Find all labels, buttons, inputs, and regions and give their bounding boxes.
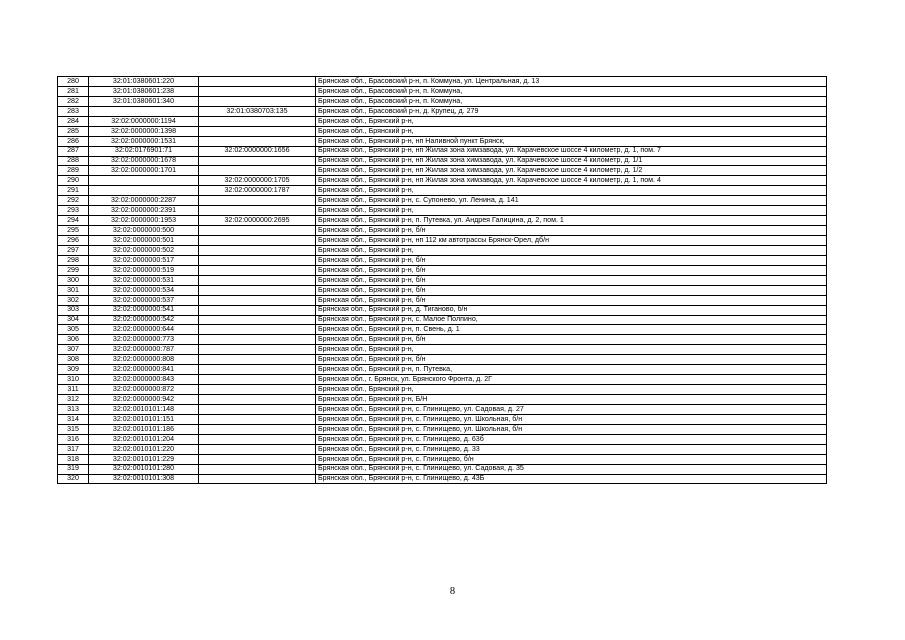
cadastral-number-cell: 32:01:0380601:220 — [89, 77, 199, 87]
table-row — [58, 414, 827, 424]
linked-cadastral-number-cell — [199, 196, 316, 206]
linked-cadastral-number-cell — [199, 255, 316, 265]
cadastral-number-cell: 32:02:0000000:2391 — [89, 206, 199, 216]
linked-cadastral-number-cell — [199, 136, 316, 146]
linked-cadastral-number-cell — [199, 325, 316, 335]
cadastral-number-cell: 32:02:0000000:534 — [89, 285, 199, 295]
address-cell: Брянская обл., Брянский р-н, б/н — [316, 265, 827, 275]
table-row — [58, 355, 827, 365]
table-row — [58, 106, 827, 116]
page-number: 8 — [449, 586, 456, 597]
table-row — [58, 196, 827, 206]
cadastral-number-cell: 32:02:0000000:1194 — [89, 116, 199, 126]
cadastral-number-cell: 32:01:0380601:238 — [89, 86, 199, 96]
row-number-cell: 309 — [58, 365, 89, 375]
linked-cadastral-number-cell — [199, 424, 316, 434]
cadastral-number-cell: 32:02:0010101:151 — [89, 414, 199, 424]
address-cell: Брянская обл., Брянский р-н, с. Супонево, ул. Ленина, д. 141 — [316, 196, 827, 206]
cadastral-number-cell: 32:02:0000000:872 — [89, 385, 199, 395]
address-cell: Брянская обл., Брянский р-н, с. Глинищево, ул. Школьная, б/н — [316, 414, 827, 424]
address-cell: Брянская обл., Брянский р-н, нп Наливной пункт Брянск, — [316, 136, 827, 146]
cadastral-number-cell: 32:02:0176901:71 — [89, 146, 199, 156]
row-number-cell: 286 — [58, 136, 89, 146]
linked-cadastral-number-cell — [199, 245, 316, 255]
table-row — [58, 385, 827, 395]
cadastral-number-cell: 32:02:0010101:220 — [89, 444, 199, 454]
table-row — [58, 315, 827, 325]
cadastral-number-cell: 32:02:0000000:519 — [89, 265, 199, 275]
linked-cadastral-number-cell — [199, 77, 316, 87]
address-cell: Брянская обл., Брасовский р-н, п. Коммуна, — [316, 96, 827, 106]
address-cell: Брянская обл., Брянский р-н, с. Глинищево, д. 33 — [316, 444, 827, 454]
row-number-cell: 301 — [58, 285, 89, 295]
row-number-cell: 318 — [58, 454, 89, 464]
address-cell: Брянская обл., Брянский р-н, п. Свень, д. 1 — [316, 325, 827, 335]
cadastral-number-cell: 32:02:0000000:1398 — [89, 126, 199, 136]
linked-cadastral-number-cell — [199, 236, 316, 246]
linked-cadastral-number-cell: 32:02:0000000:1787 — [199, 186, 316, 196]
address-cell: Брянская обл., Брянский р-н, — [316, 116, 827, 126]
row-number-cell: 289 — [58, 166, 89, 176]
row-number-cell: 313 — [58, 404, 89, 414]
cadastral-number-cell: 32:02:0010101:148 — [89, 404, 199, 414]
row-number-cell: 312 — [58, 395, 89, 405]
cadastral-number-cell: 32:02:0010101:204 — [89, 434, 199, 444]
linked-cadastral-number-cell — [199, 86, 316, 96]
address-cell: Брянская обл., Брянский р-н, нп Жилая зона химзавода, ул. Карачевское шоссе 4 километр, д. 1/2 — [316, 166, 827, 176]
linked-cadastral-number-cell — [199, 375, 316, 385]
row-number-cell: 285 — [58, 126, 89, 136]
linked-cadastral-number-cell — [199, 434, 316, 444]
cadastral-number-cell: 32:02:0000000:773 — [89, 335, 199, 345]
linked-cadastral-number-cell — [199, 414, 316, 424]
row-number-cell: 308 — [58, 355, 89, 365]
table-row — [58, 206, 827, 216]
row-number-cell: 316 — [58, 434, 89, 444]
table-row — [58, 365, 827, 375]
address-cell: Брянская обл., Брянский р-н, б/н — [316, 275, 827, 285]
linked-cadastral-number-cell — [199, 335, 316, 345]
table-row — [58, 126, 827, 136]
address-cell: Брянская обл., Брянский р-н, б/н — [316, 226, 827, 236]
table-row — [58, 335, 827, 345]
linked-cadastral-number-cell — [199, 226, 316, 236]
linked-cadastral-number-cell — [199, 464, 316, 474]
address-cell: Брянская обл., Брянский р-н, с. Глинищево, б/н — [316, 454, 827, 464]
table-row — [58, 176, 827, 186]
row-number-cell: 311 — [58, 385, 89, 395]
row-number-cell: 290 — [58, 176, 89, 186]
row-number-cell: 317 — [58, 444, 89, 454]
row-number-cell: 280 — [58, 77, 89, 87]
linked-cadastral-number-cell — [199, 385, 316, 395]
cadastral-number-cell — [89, 106, 199, 116]
table-row — [58, 375, 827, 385]
cadastral-number-cell: 32:02:0000000:531 — [89, 275, 199, 285]
linked-cadastral-number-cell — [199, 275, 316, 285]
cadastral-number-cell: 32:02:0000000:537 — [89, 295, 199, 305]
linked-cadastral-number-cell: 32:02:0000000:1705 — [199, 176, 316, 186]
table-row — [58, 285, 827, 295]
cadastral-number-cell: 32:02:0000000:500 — [89, 226, 199, 236]
table-row — [58, 166, 827, 176]
row-number-cell: 288 — [58, 156, 89, 166]
row-number-cell: 296 — [58, 236, 89, 246]
row-number-cell: 283 — [58, 106, 89, 116]
table-row — [58, 146, 827, 156]
address-cell: Брянская обл., Брянский р-н, — [316, 345, 827, 355]
address-cell: Брянская обл., Брянский р-н, — [316, 385, 827, 395]
row-number-cell: 310 — [58, 375, 89, 385]
linked-cadastral-number-cell: 32:01:0380703:135 — [199, 106, 316, 116]
table-row — [58, 96, 827, 106]
linked-cadastral-number-cell — [199, 345, 316, 355]
linked-cadastral-number-cell: 32:02:0000000:2695 — [199, 216, 316, 226]
table-row — [58, 116, 827, 126]
row-number-cell: 300 — [58, 275, 89, 285]
cadastral-number-cell: 32:02:0010101:229 — [89, 454, 199, 464]
address-cell: Брянская обл., Брянский р-н, нп Жилая зона химзавода, ул. Карачевское шоссе 4 километр, д. 1, пом. 7 — [316, 146, 827, 156]
row-number-cell: 299 — [58, 265, 89, 275]
linked-cadastral-number-cell — [199, 206, 316, 216]
linked-cadastral-number-cell — [199, 126, 316, 136]
table-row — [58, 404, 827, 414]
table-row — [58, 275, 827, 285]
linked-cadastral-number-cell — [199, 265, 316, 275]
cadastral-number-cell: 32:02:0000000:1678 — [89, 156, 199, 166]
linked-cadastral-number-cell — [199, 404, 316, 414]
linked-cadastral-number-cell — [199, 156, 316, 166]
linked-cadastral-number-cell — [199, 444, 316, 454]
table-row — [58, 236, 827, 246]
address-cell: Брянская обл., Брасовский р-н, п. Коммуна, — [316, 86, 827, 96]
row-number-cell: 319 — [58, 464, 89, 474]
row-number-cell: 294 — [58, 216, 89, 226]
property-registry-table — [57, 76, 827, 484]
row-number-cell: 302 — [58, 295, 89, 305]
row-number-cell: 282 — [58, 96, 89, 106]
address-cell: Брянская обл., Брянский р-н, б/н — [316, 335, 827, 345]
address-cell: Брянская обл., Брянский р-н, б/н — [316, 255, 827, 265]
row-number-cell: 293 — [58, 206, 89, 216]
cadastral-number-cell: 32:02:0000000:517 — [89, 255, 199, 265]
row-number-cell: 295 — [58, 226, 89, 236]
row-number-cell: 314 — [58, 414, 89, 424]
cadastral-number-cell: 32:02:0000000:644 — [89, 325, 199, 335]
cadastral-number-cell: 32:02:0000000:808 — [89, 355, 199, 365]
table-row — [58, 186, 827, 196]
address-cell: Брянская обл., г. Брянск, ул. Брянского Фронта, д. 2Г — [316, 375, 827, 385]
linked-cadastral-number-cell — [199, 315, 316, 325]
linked-cadastral-number-cell — [199, 96, 316, 106]
address-cell: Брянская обл., Брянский р-н, б/н — [316, 295, 827, 305]
row-number-cell: 291 — [58, 186, 89, 196]
cadastral-number-cell — [89, 186, 199, 196]
row-number-cell: 297 — [58, 245, 89, 255]
address-cell: Брянская обл., Брасовский р-н, д. Крупец, д. 279 — [316, 106, 827, 116]
address-cell: Брянская обл., Брасовский р-н, п. Коммуна, ул. Центральная, д. 13 — [316, 77, 827, 87]
cadastral-number-cell: 32:02:0000000:787 — [89, 345, 199, 355]
address-cell: Брянская обл., Брянский р-н, с. Глинищево, ул. Садовая, д. 35 — [316, 464, 827, 474]
table-row — [58, 86, 827, 96]
table-row — [58, 77, 827, 87]
linked-cadastral-number-cell — [199, 295, 316, 305]
address-cell: Брянская обл., Брянский р-н, нп Жилая зона химзавода, ул. Карачевское шоссе 4 километр, д. 1/1 — [316, 156, 827, 166]
row-number-cell: 284 — [58, 116, 89, 126]
cadastral-number-cell: 32:02:0000000:841 — [89, 365, 199, 375]
cadastral-number-cell: 32:01:0380601:340 — [89, 96, 199, 106]
address-cell: Брянская обл., Брянский р-н, б/н — [316, 355, 827, 365]
table-row — [58, 345, 827, 355]
address-cell: Брянская обл., Брянский р-н, нп 112 км автотрассы Брянск-Орел, дб/н — [316, 236, 827, 246]
address-cell: Брянская обл., Брянский р-н, — [316, 206, 827, 216]
row-number-cell: 320 — [58, 474, 89, 484]
cadastral-number-cell — [89, 176, 199, 186]
table-row — [58, 454, 827, 464]
row-number-cell: 315 — [58, 424, 89, 434]
table-row — [58, 245, 827, 255]
cadastral-number-cell: 32:02:0000000:2287 — [89, 196, 199, 206]
table-row — [58, 216, 827, 226]
table-row — [58, 156, 827, 166]
address-cell: Брянская обл., Брянский р-н, Б/Н — [316, 395, 827, 405]
linked-cadastral-number-cell — [199, 395, 316, 405]
row-number-cell: 304 — [58, 315, 89, 325]
address-cell: Брянская обл., Брянский р-н, п. Путевка, — [316, 365, 827, 375]
table-row — [58, 325, 827, 335]
address-cell: Брянская обл., Брянский р-н, нп Жилая зона химзавода, ул. Карачевское шоссе 4 километр, д. 1, пом. 4 — [316, 176, 827, 186]
address-cell: Брянская обл., Брянский р-н, д. Тиганово, б/н — [316, 305, 827, 315]
address-cell: Брянская обл., Брянский р-н, п. Путевка, ул. Андрея Галицина, д. 2, пом. 1 — [316, 216, 827, 226]
table-row — [58, 444, 827, 454]
table-row — [58, 265, 827, 275]
table-row — [58, 395, 827, 405]
table-row — [58, 434, 827, 444]
cadastral-number-cell: 32:02:0010101:186 — [89, 424, 199, 434]
address-cell: Брянская обл., Брянский р-н, — [316, 126, 827, 136]
linked-cadastral-number-cell — [199, 365, 316, 375]
cadastral-number-cell: 32:02:0000000:501 — [89, 236, 199, 246]
linked-cadastral-number-cell: 32:02:0000000:1656 — [199, 146, 316, 156]
linked-cadastral-number-cell — [199, 285, 316, 295]
cadastral-number-cell: 32:02:0000000:541 — [89, 305, 199, 315]
cadastral-number-cell: 32:02:0000000:542 — [89, 315, 199, 325]
row-number-cell: 303 — [58, 305, 89, 315]
table-row — [58, 255, 827, 265]
address-cell: Брянская обл., Брянский р-н, с. Малое Полпино, — [316, 315, 827, 325]
table-row — [58, 295, 827, 305]
row-number-cell: 292 — [58, 196, 89, 206]
linked-cadastral-number-cell — [199, 116, 316, 126]
cadastral-number-cell: 32:02:0010101:280 — [89, 464, 199, 474]
address-cell: Брянская обл., Брянский р-н, б/н — [316, 285, 827, 295]
address-cell: Брянская обл., Брянский р-н, с. Глинищево, ул. Школьная, б/н — [316, 424, 827, 434]
row-number-cell: 281 — [58, 86, 89, 96]
cadastral-number-cell: 32:02:0000000:1953 — [89, 216, 199, 226]
row-number-cell: 298 — [58, 255, 89, 265]
cadastral-number-cell: 32:02:0000000:502 — [89, 245, 199, 255]
address-cell: Брянская обл., Брянский р-н, с. Глинищево, ул. Садовая, д. 27 — [316, 404, 827, 414]
row-number-cell: 287 — [58, 146, 89, 156]
linked-cadastral-number-cell — [199, 305, 316, 315]
table-row — [58, 305, 827, 315]
linked-cadastral-number-cell — [199, 355, 316, 365]
table-row — [58, 464, 827, 474]
linked-cadastral-number-cell — [199, 454, 316, 464]
table-row — [58, 424, 827, 434]
table-row — [58, 226, 827, 236]
linked-cadastral-number-cell — [199, 166, 316, 176]
linked-cadastral-number-cell — [199, 474, 316, 484]
address-cell: Брянская обл., Брянский р-н, — [316, 186, 827, 196]
cadastral-number-cell: 32:02:0000000:843 — [89, 375, 199, 385]
address-cell: Брянская обл., Брянский р-н, с. Глинищево, д. 43Б — [316, 474, 827, 484]
cadastral-number-cell: 32:02:0000000:1701 — [89, 166, 199, 176]
cadastral-number-cell: 32:02:0000000:1531 — [89, 136, 199, 146]
cadastral-number-cell: 32:02:0010101:308 — [89, 474, 199, 484]
registry-table-body — [58, 77, 827, 484]
address-cell: Брянская обл., Брянский р-н, с. Глинищево, д. 63б — [316, 434, 827, 444]
table-row — [58, 474, 827, 484]
row-number-cell: 306 — [58, 335, 89, 345]
table-row — [58, 136, 827, 146]
address-cell: Брянская обл., Брянский р-н, — [316, 245, 827, 255]
cadastral-number-cell: 32:02:0000000:942 — [89, 395, 199, 405]
row-number-cell: 307 — [58, 345, 89, 355]
row-number-cell: 305 — [58, 325, 89, 335]
